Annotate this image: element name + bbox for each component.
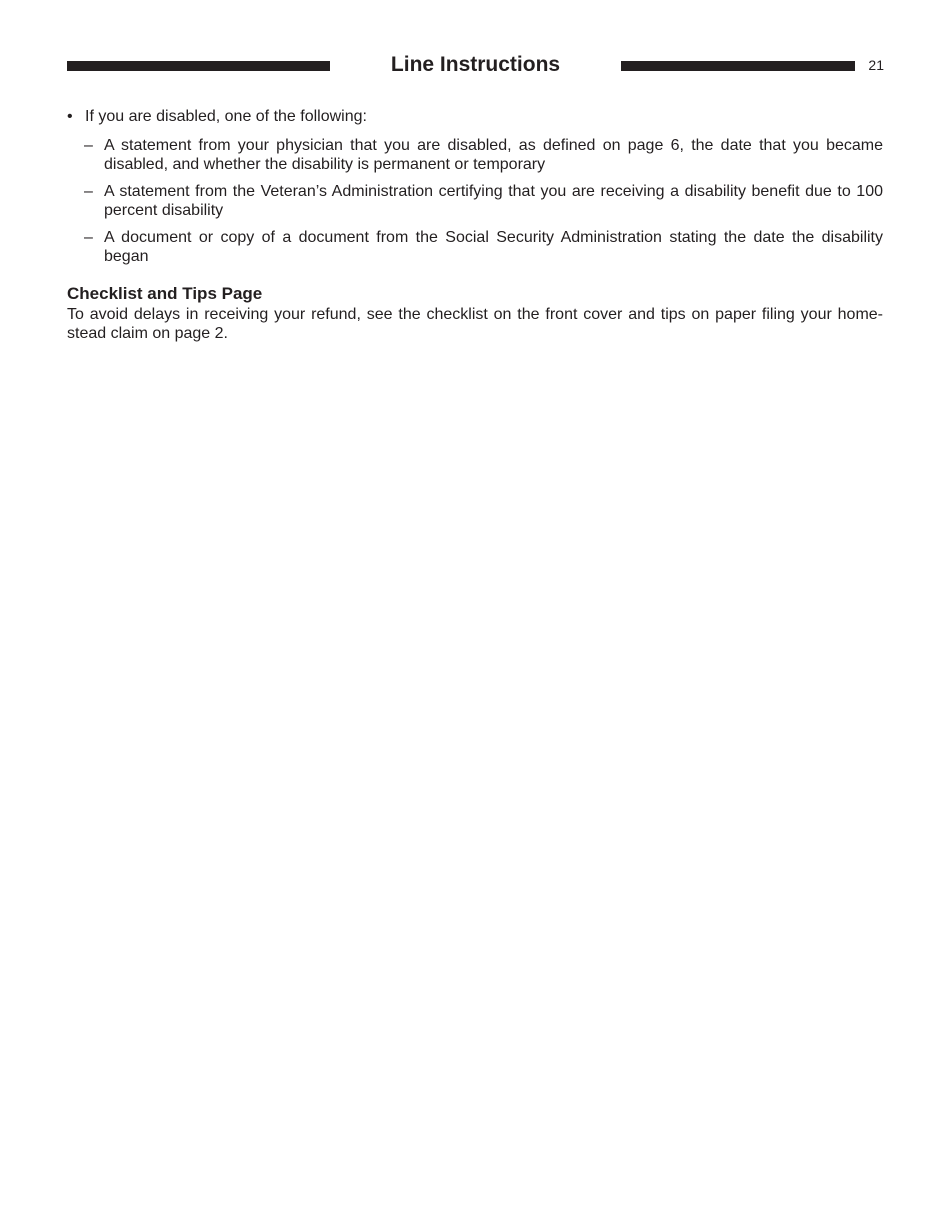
disabled-document-list — [67, 136, 883, 266]
section-heading-checklist: Checklist and Tips Page — [67, 284, 263, 303]
dash-icon: – — [84, 229, 93, 246]
list-item — [67, 182, 883, 220]
page-number: 21 — [868, 57, 884, 73]
list-item-text: A statement from the Veteran’s Administration certifying that you are receiving a disability benefit due to 100 percent disability — [104, 183, 883, 219]
dash-icon: – — [84, 137, 93, 154]
header-rule-right — [621, 61, 855, 71]
header-rule-left — [67, 61, 330, 71]
list-item-text: A statement from your physician that you are disabled, as defined on page 6, the date that you became disabled, and whether the disability is permanent or temporary — [104, 137, 883, 173]
checklist-paragraph: To avoid delays in receiving your refund, see the checklist on the front cover and tips on paper filing your home-stead claim on page 2. — [67, 306, 883, 342]
disabled-intro-text: If you are disabled, one of the following: — [85, 108, 367, 125]
dash-icon: – — [84, 183, 93, 200]
list-item-text: A document or copy of a document from the Social Security Administration stating the date the disability began — [104, 229, 883, 265]
page-header — [0, 50, 950, 80]
list-item — [67, 228, 883, 266]
page-content — [67, 107, 883, 343]
bullet-icon: • — [67, 108, 73, 125]
disabled-requirements — [67, 107, 883, 126]
list-item — [67, 136, 883, 174]
page-title: Line Instructions — [390, 53, 561, 76]
